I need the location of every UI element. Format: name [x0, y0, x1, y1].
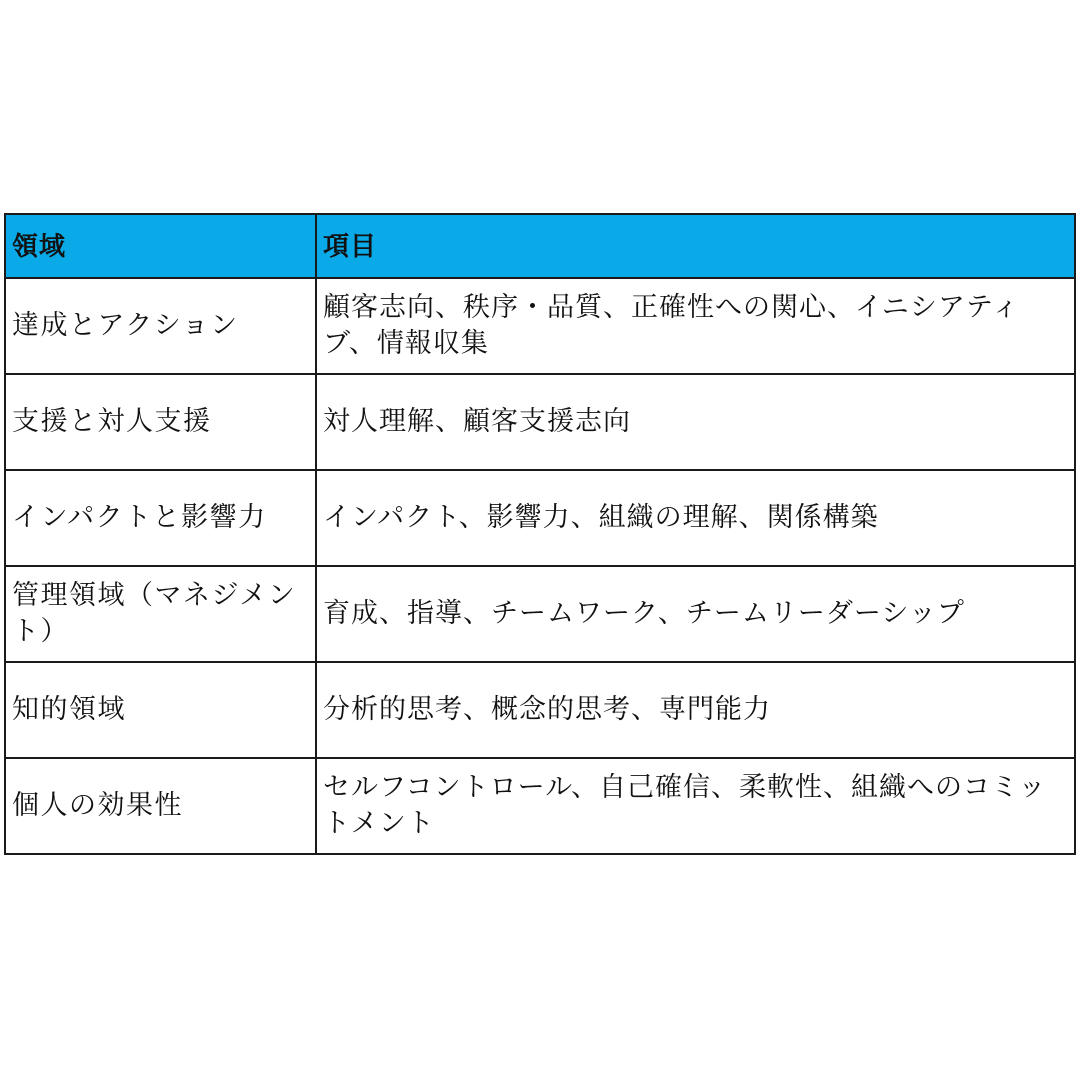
row-items-cell: インパクト、影響力、組織の理解、関係構築	[316, 470, 1075, 566]
competency-table	[4, 213, 1076, 855]
row-domain-cell: 支援と対人支援	[5, 374, 316, 470]
table-header-row	[5, 214, 1075, 278]
table-row	[5, 374, 1075, 470]
table-row	[5, 662, 1075, 758]
competency-table-container	[4, 213, 1074, 855]
row-items-cell: 顧客志向、秩序・品質、正確性への関心、イニシアティブ、情報収集	[316, 278, 1075, 374]
row-items-cell: セルフコントロール、自己確信、柔軟性、組織へのコミットメント	[316, 758, 1075, 854]
header-items: 項目	[316, 214, 1075, 278]
row-domain-cell: インパクトと影響力	[5, 470, 316, 566]
header-domain: 領域	[5, 214, 316, 278]
row-items-cell: 分析的思考、概念的思考、専門能力	[316, 662, 1075, 758]
table-row	[5, 278, 1075, 374]
row-domain-cell: 管理領域（マネジメント）	[5, 566, 316, 662]
row-items-cell: 育成、指導、チームワーク、チームリーダーシップ	[316, 566, 1075, 662]
table-row	[5, 758, 1075, 854]
table-row	[5, 566, 1075, 662]
row-domain-cell: 個人の効果性	[5, 758, 316, 854]
table-row	[5, 470, 1075, 566]
row-domain-cell: 達成とアクション	[5, 278, 316, 374]
row-items-cell: 対人理解、顧客支援志向	[316, 374, 1075, 470]
row-domain-cell: 知的領域	[5, 662, 316, 758]
